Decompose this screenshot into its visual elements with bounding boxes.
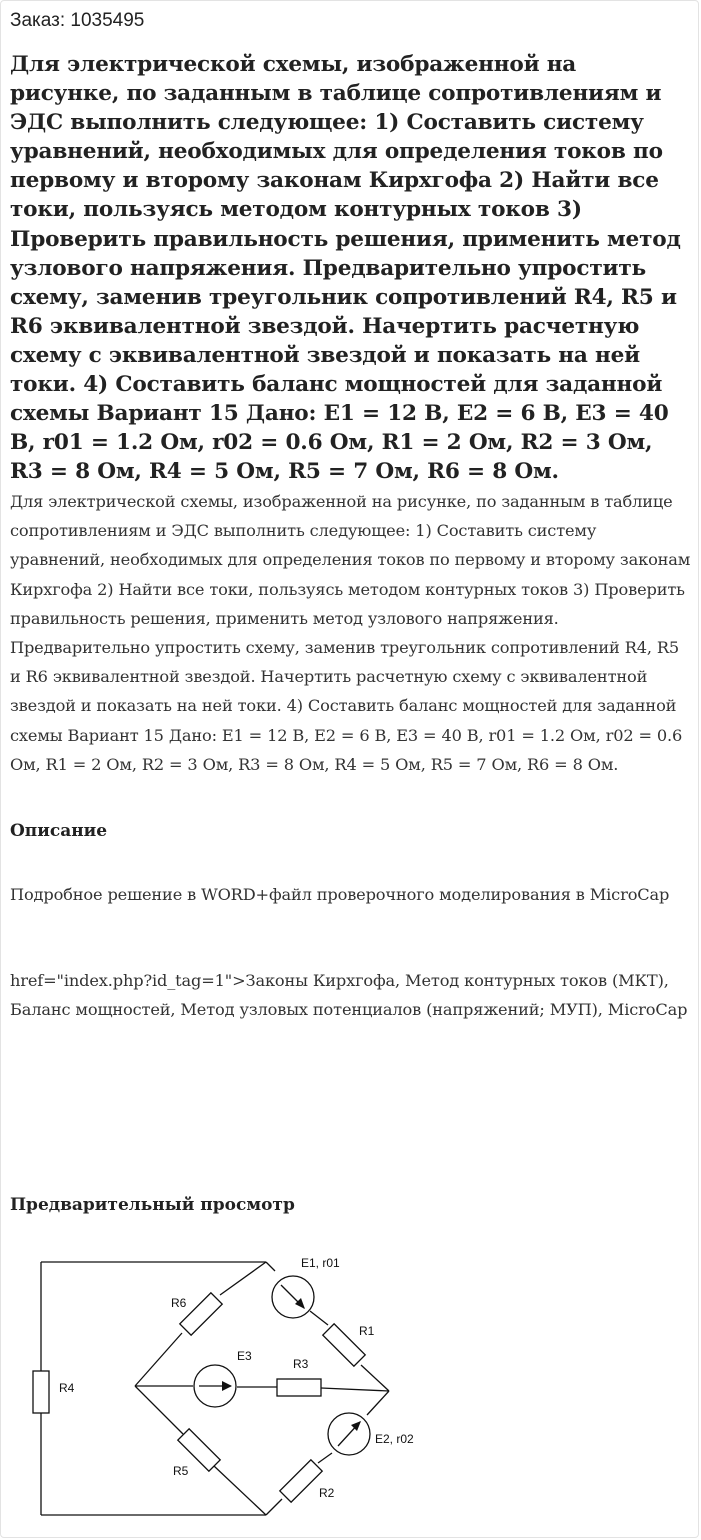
- label-r2: R2: [319, 1486, 335, 1500]
- label-e2: E2, r02: [375, 1432, 414, 1446]
- task-body-text: Для электрической схемы, изображенной на рисунке, по заданным в таблице сопротивлениям и ЭДС выполнить следующее: 1) Составить систему уравнений, необходимых для определения токов по первому и второму законам Кирхгофа 2) Найти все токи, пользуясь методом контурных токов 3) Проверить правильность решения, применить метод узлового напряжения. Предварительно упростить схему, заменив треугольник сопротивлений R4, R5 и R6 эквивалентной звездой. Начертить расчетную схему с эквивалентной звездой и показать на ней токи. 4) Составить баланс мощностей для заданной схемы Вариант 15 Дано: E1 = 12 B, E2 = 6 B, E3 = 40 B, r01 = 1.2 Ом, r02 = 0.6 Ом, R1 = 2 Ом, R2 = 3 Ом, R3 = 8 Ом, R4 = 5 Ом, R5 = 7 Ом, R6 = 8 Ом.: [10, 492, 691, 774]
- label-r1: R1: [359, 1324, 375, 1338]
- resistor-r4: [33, 1371, 49, 1413]
- source-e1: [272, 1276, 314, 1318]
- source-e2: [328, 1413, 370, 1455]
- label-e3: E3: [237, 1349, 252, 1363]
- description-line-2: href="index.php?id_tag=1">Законы Кирхгофа, Метод контурных токов (МКТ), Баланс мощностей, Метод узловых потенциалов (напряжений; МУП), MicroCap: [10, 971, 688, 1019]
- preview-heading: Предварительный просмотр: [10, 1195, 295, 1215]
- label-r6: R6: [171, 1296, 187, 1310]
- label-r5: R5: [173, 1464, 189, 1478]
- description-line-1: Подробное решение в WORD+файл проверочного моделирования в MicroCap: [10, 885, 670, 904]
- task-title: Для электрической схемы, изображенной на рисунке, по заданным в таблице сопротивлениям и ЭДС выполнить следующее: 1) Составить систему уравнений, необходимых для определения токов по первому и второму законам Кирхгофа 2) Найти все токи, пользуясь методом контурных токов 3) Проверить правильность решения, применить метод узлового напряжения. Предварительно упростить схему, заменив треугольник сопротивлений R4, R5 и R6 эквивалентной звездой. Начертить расчетную схему с эквивалентной звездой и показать на ней токи. 4) Составить баланс мощностей для заданной схемы Вариант 15 Дано: E1 = 12 B, E2 = 6 B, E3 = 40 B, r01 = 1.2 Ом, r02 = 0.6 Ом, R1 = 2 Ом, R2 = 3 Ом, R3 = 8 Ом, R4 = 5 Ом, R5 = 7 Ом, R6 = 8 Ом.: [10, 52, 681, 485]
- circuit-diagram: [1, 1237, 421, 1537]
- source-e3: [194, 1365, 236, 1407]
- label-r4: R4: [59, 1381, 75, 1395]
- label-r3: R3: [293, 1357, 309, 1371]
- resistor-r2: [280, 1460, 322, 1502]
- description-heading: Описание: [10, 821, 108, 841]
- resistor-r3: [277, 1379, 321, 1396]
- label-e1: E1, r01: [301, 1256, 340, 1270]
- order-number: Заказ: 1035495: [10, 10, 145, 31]
